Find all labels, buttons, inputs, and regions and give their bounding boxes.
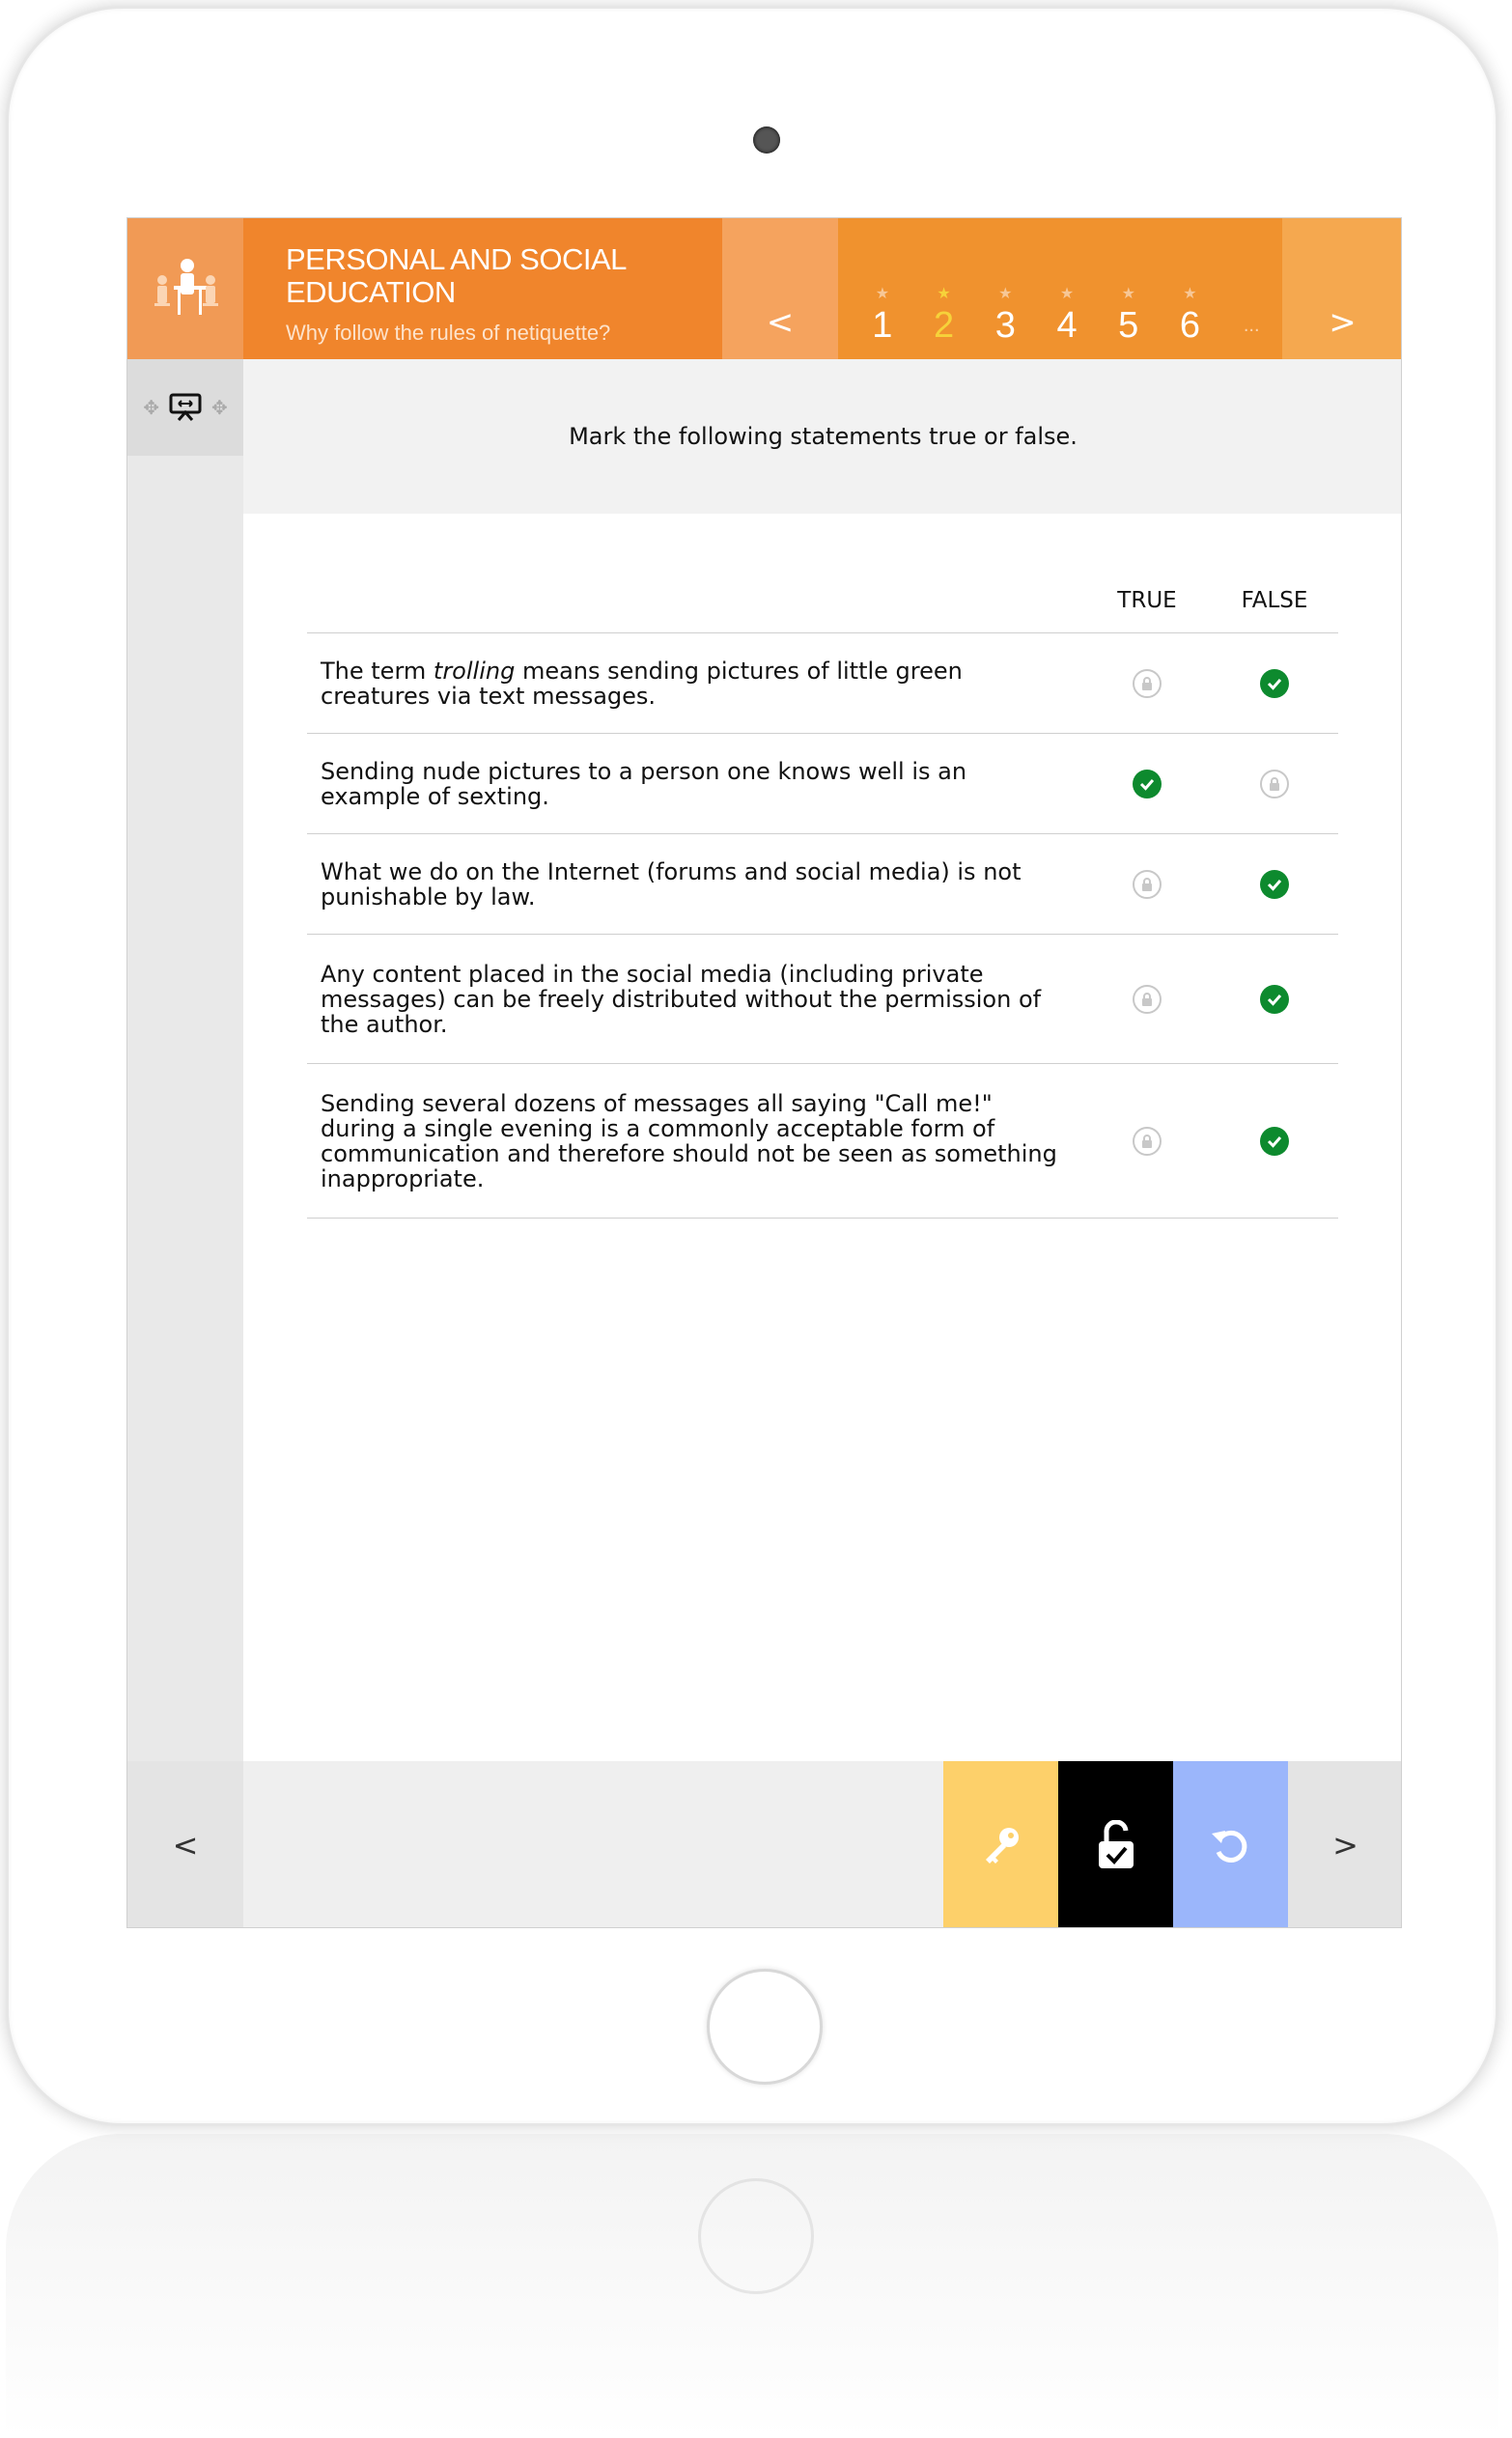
footer-next-button[interactable]: > xyxy=(1288,1761,1402,1928)
statement-text: Sending several dozens of messages all saying "Call me!" during a single evening is a commonly acceptable form of communication and therefore should not be seen as something inappropriate. xyxy=(321,1089,1057,1192)
statement-text: Any content placed in the social media (including private messages) can be freely distributed without the permission of the author. xyxy=(321,960,1042,1038)
tool-bar xyxy=(127,359,243,456)
page-selector xyxy=(838,218,1282,359)
answer-true-cell[interactable] xyxy=(1083,870,1211,899)
answer-true-cell[interactable] xyxy=(1083,985,1211,1014)
page-next-button[interactable]: > xyxy=(1282,218,1402,359)
table-body xyxy=(307,633,1338,1219)
check-answers-button[interactable] xyxy=(1058,1761,1173,1928)
table-header xyxy=(307,568,1338,633)
page-1[interactable]: ★ 1 xyxy=(852,284,913,346)
table-row xyxy=(307,633,1338,734)
table-row xyxy=(307,834,1338,935)
page-3[interactable]: ★ 3 xyxy=(974,284,1036,346)
footer-bar xyxy=(127,1761,1402,1928)
lesson-title-block xyxy=(243,218,722,359)
answer-true-cell[interactable] xyxy=(1083,669,1211,698)
lock-icon xyxy=(1133,870,1162,899)
check-icon xyxy=(1260,1127,1289,1156)
star-icon: ★ xyxy=(875,284,890,302)
answer-false-cell[interactable] xyxy=(1211,985,1338,1014)
page-6[interactable]: ★ 6 xyxy=(1160,284,1221,346)
lesson-title xyxy=(286,243,722,309)
table-row xyxy=(307,935,1338,1064)
lesson-subtitle: Why follow the rules of netiquette? xyxy=(286,321,611,345)
page-4[interactable]: ★ 4 xyxy=(1036,284,1098,346)
answer-false-cell[interactable] xyxy=(1211,870,1338,899)
star-icon: ★ xyxy=(937,284,951,302)
tablet-frame xyxy=(6,6,1498,2126)
move-icon[interactable]: ✥ xyxy=(143,396,159,419)
statement-text: The term trolling means sending pictures of little green creatures via text messages. xyxy=(321,657,963,710)
star-icon: ★ xyxy=(1121,284,1135,302)
header xyxy=(127,218,1402,359)
answer-true-cell[interactable] xyxy=(1083,1127,1211,1156)
lock-icon xyxy=(1133,985,1162,1014)
answer-false-cell[interactable] xyxy=(1211,1127,1338,1156)
key-icon xyxy=(978,1822,1024,1868)
device-reflection xyxy=(6,2134,1498,2438)
table-row xyxy=(307,734,1338,834)
exercise-area xyxy=(243,514,1402,1761)
lock-icon xyxy=(1133,1127,1162,1156)
footer-prev-button[interactable]: < xyxy=(127,1761,243,1928)
check-icon xyxy=(1133,770,1162,799)
move-icon[interactable]: ✥ xyxy=(211,396,228,419)
lesson-title-line1: PERSONAL AND SOCIAL xyxy=(286,242,627,276)
footer-spacer xyxy=(243,1761,943,1928)
unlock-icon xyxy=(1095,1820,1137,1870)
statement-text: What we do on the Internet (forums and social media) is not punishable by law. xyxy=(321,857,1022,911)
check-icon xyxy=(1260,669,1289,698)
true-false-table xyxy=(307,568,1338,1219)
answer-false-cell[interactable] xyxy=(1211,669,1338,698)
lesson-title-line2: EDUCATION xyxy=(286,275,456,309)
classroom-icon xyxy=(127,218,243,359)
reset-icon xyxy=(1208,1822,1254,1868)
answer-true-cell[interactable] xyxy=(1083,770,1211,799)
page-2[interactable]: ★ 2 xyxy=(913,284,975,346)
table-row xyxy=(307,1064,1338,1219)
star-icon: ★ xyxy=(1059,284,1075,302)
col-false: FALSE xyxy=(1241,587,1308,613)
star-icon: ★ xyxy=(998,284,1013,302)
instruction-text: Mark the following statements true or false. xyxy=(243,359,1402,514)
page-more[interactable]: ... xyxy=(1243,315,1260,336)
check-icon xyxy=(1260,985,1289,1014)
camera xyxy=(753,126,780,154)
home-button[interactable] xyxy=(707,1969,823,2085)
statement-text: Sending nude pictures to a person one knows well is an example of sexting. xyxy=(321,757,967,810)
lock-icon xyxy=(1260,770,1289,799)
check-icon xyxy=(1260,870,1289,899)
col-true: TRUE xyxy=(1117,587,1177,613)
presentation-icon[interactable] xyxy=(169,393,202,422)
app-screen xyxy=(126,217,1402,1928)
star-icon: ★ xyxy=(1183,284,1197,302)
show-answers-button[interactable] xyxy=(943,1761,1058,1928)
lock-icon xyxy=(1133,669,1162,698)
reset-button[interactable] xyxy=(1173,1761,1288,1928)
answer-false-cell[interactable] xyxy=(1211,770,1338,799)
page-prev-button[interactable]: < xyxy=(722,218,838,359)
left-rail xyxy=(127,359,243,1761)
page-5[interactable]: ★ 5 xyxy=(1098,284,1160,346)
